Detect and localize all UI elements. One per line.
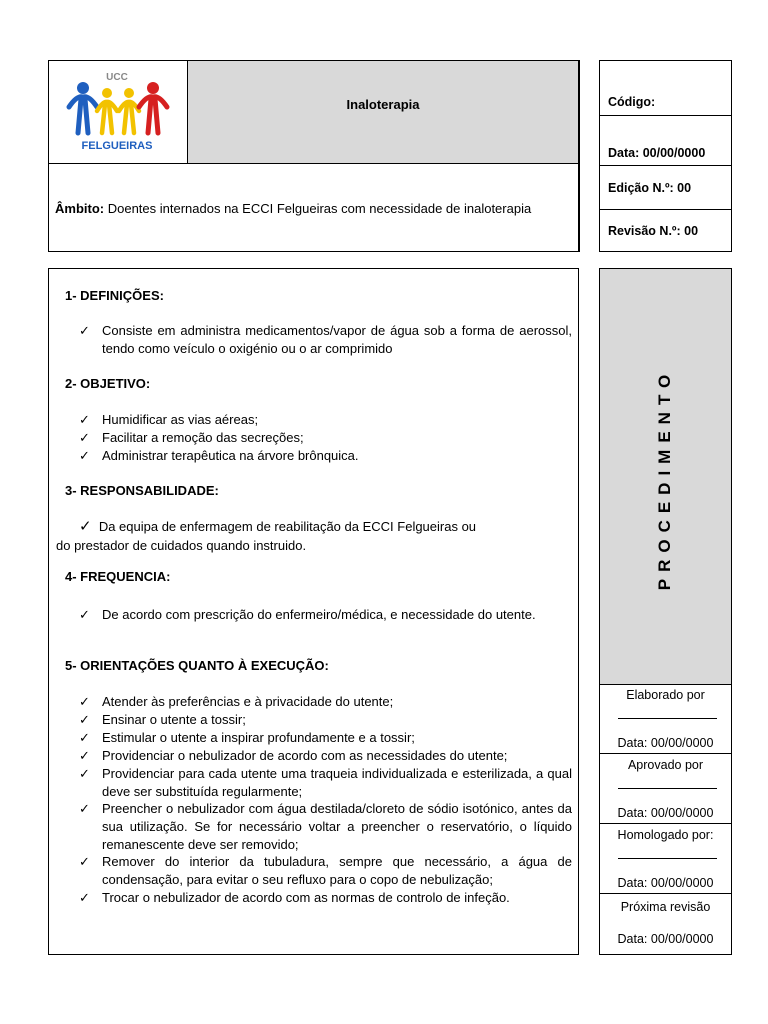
responsabilidade-line-2: do prestador de cuidados quando instruido.: [56, 538, 307, 553]
check-icon: ✓: [79, 801, 90, 816]
signature-line: [618, 718, 717, 719]
check-icon: ✓: [79, 448, 90, 463]
section-orientacoes: 5- ORIENTAÇÕES QUANTO À EXECUÇÃO:: [65, 658, 329, 673]
meta-column: [599, 60, 732, 252]
homologado-cell: Homologado por: Data: 00/00/0000: [600, 824, 731, 894]
scope-text: Âmbito: Doentes internados na ECCI Felgueiras com necessidade de inaloterapia: [55, 201, 532, 216]
list-item: ✓ Providenciar o nebulizador de acordo com as necessidades do utente;: [79, 748, 508, 763]
check-icon: ✓: [79, 766, 90, 781]
check-icon: ✓: [79, 730, 90, 745]
list-item: ✓ Estimular o utente a inspirar profundamente e a tossir;: [79, 730, 415, 745]
list-item: ✓ Consiste em administra medicamentos/vapor de água sob a forma de aerossol, tendo como veículo o oxigénio ou o ar comprimido: [79, 323, 572, 356]
elaborado-cell: Elaborado por Data: 00/00/0000: [600, 684, 731, 754]
aprovado-cell: Aprovado por Data: 00/00/0000: [600, 754, 731, 824]
edicao-cell: Edição N.º: 00: [600, 166, 731, 210]
list-item: ✓ Providenciar para cada utente uma traqueia individualizada e esterilizada, a qual deve ser substituída regularmente;: [79, 766, 572, 799]
check-icon: ✓: [79, 412, 90, 427]
list-item: ✓ Administrar terapêutica na árvore brônquica.: [79, 448, 359, 463]
data-cell: Data: 00/00/0000: [600, 116, 731, 166]
proxima-revisao-cell: Próxima revisão Data: 00/00/0000: [617, 900, 714, 946]
logo-box: [48, 60, 188, 164]
content-box: [48, 268, 579, 955]
list-item: ✓ Atender às preferências e à privacidade do utente;: [79, 694, 394, 709]
check-icon: ✓: [79, 748, 90, 763]
section-responsabilidade: 3- RESPONSABILIDADE:: [65, 483, 219, 498]
list-item: ✓ Ensinar o utente a tossir;: [79, 712, 246, 727]
section-definicoes: 1- DEFINIÇÕES:: [65, 288, 164, 303]
section-frequencia: 4- FREQUENCIA:: [65, 569, 171, 584]
revisao-cell: Revisão N.º: 00: [608, 224, 699, 238]
procedimento-label: PROCEDIMENTO: [655, 367, 674, 591]
list-item: ✓ Humidificar as vias aéreas;: [79, 412, 259, 427]
codigo-cell: Código:: [600, 61, 731, 116]
document-title: Inaloterapia: [346, 97, 420, 112]
list-item: ✓ Preencher o nebulizador com água destilada/cloreto de sódio isotónico, antes da sua utilização. Se for necessário voltar a preencher o reservatório, o líquido remanescente deve ser removido;: [79, 801, 572, 852]
signature-line: [618, 858, 717, 859]
check-icon: ✓: [79, 518, 92, 535]
check-icon: ✓: [79, 323, 90, 338]
check-icon: ✓: [79, 694, 90, 709]
svg-text:FELGUEIRAS: FELGUEIRAS: [81, 140, 153, 152]
check-icon: ✓: [79, 430, 90, 445]
divider: [579, 60, 580, 252]
svg-text:UCC: UCC: [106, 72, 128, 83]
ucc-felgueiras-logo: [49, 61, 187, 163]
scope-box: [48, 163, 579, 252]
check-icon: ✓: [79, 607, 90, 622]
title-box: [187, 60, 579, 164]
check-icon: ✓: [79, 712, 90, 727]
procedimento-panel: [600, 269, 731, 685]
check-icon: ✓: [79, 854, 90, 869]
responsabilidade-line-1: ✓ Da equipa de enfermagem de reabilitação da ECCI Felgueiras ou: [79, 518, 477, 535]
list-item: ✓ De acordo com prescrição do enfermeiro/médica, e necessidade do utente.: [79, 604, 572, 625]
section-objetivo: 2- OBJETIVO:: [65, 376, 151, 391]
signature-line: [618, 788, 717, 789]
list-item: ✓ Remover do interior da tubuladura, sempre que necessário, a água de condensação, para evitar o seu refluxo para o copo de nebulização;: [79, 854, 572, 887]
check-icon: ✓: [79, 890, 90, 905]
list-item: ✓ Trocar o nebulizador de acordo com as normas de controlo de infeção.: [79, 890, 510, 905]
list-item: ✓ Facilitar a remoção das secreções;: [79, 430, 304, 445]
side-column: [599, 268, 732, 955]
